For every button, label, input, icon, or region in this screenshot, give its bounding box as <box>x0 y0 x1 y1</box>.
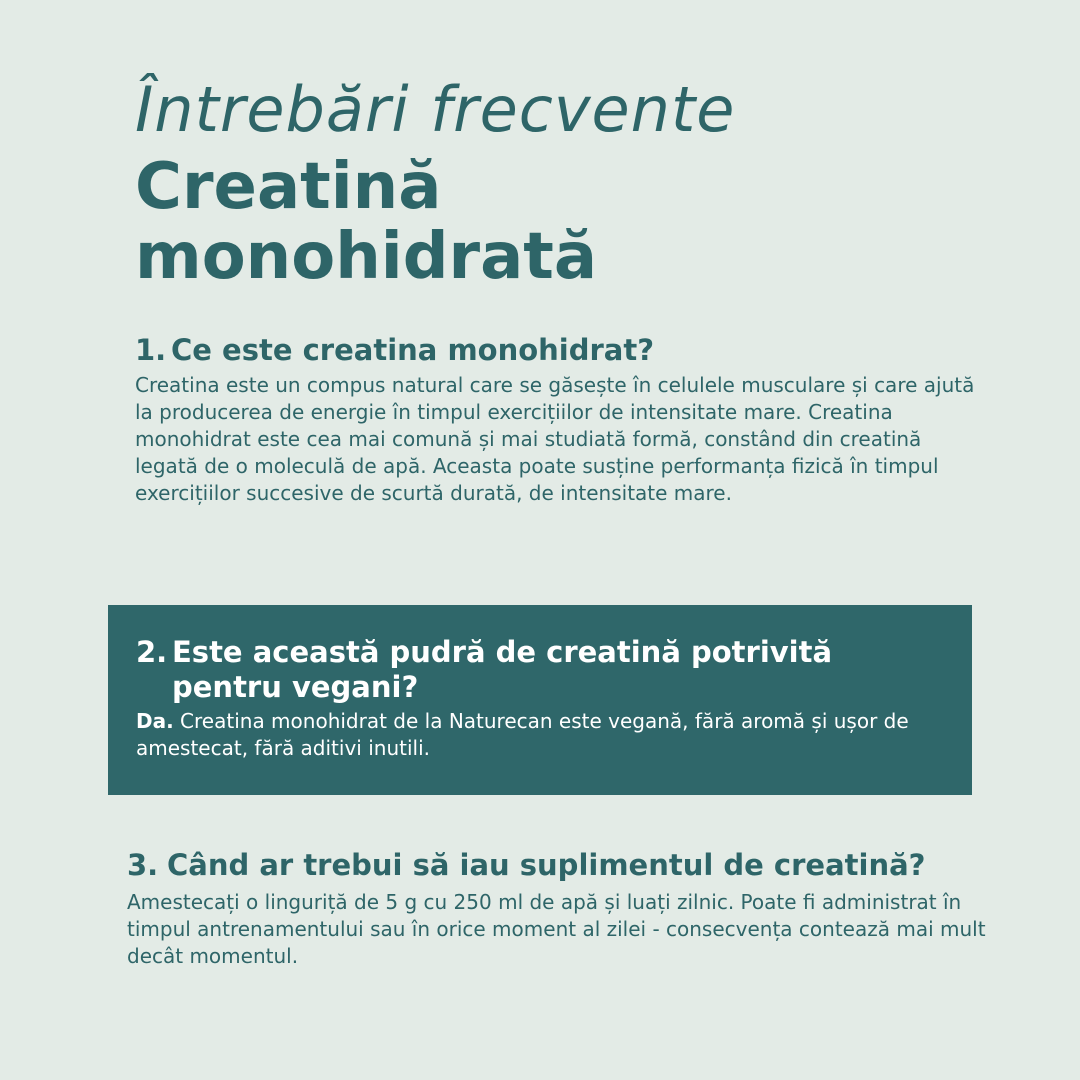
faq-number: 3. <box>127 848 159 882</box>
faq-number: 1. <box>135 333 167 367</box>
faq-question-text: Este această pudră de creatină potrivită pentru vegani? <box>172 635 833 704</box>
faq-question-text: Când ar trebui să iau suplimentul de creatină? <box>167 848 926 882</box>
faq-answer-text: Creatina monohidrat de la Naturecan este vegană, fără aromă și ușor de amestecat, fără aditivi inutili. <box>136 709 909 760</box>
faq-item-1 <box>135 333 985 507</box>
page-header <box>135 68 1035 292</box>
faq-answer-lead: Da. <box>136 709 174 733</box>
faq-question-text: Ce este creatina monohidrat? <box>171 333 655 367</box>
page-title-line-2: monohidrată <box>135 220 598 294</box>
faq-answer <box>136 708 942 762</box>
faq-question <box>136 635 942 705</box>
faq-question <box>135 333 985 368</box>
faq-item-2-highlighted <box>108 605 972 795</box>
faq-number: 2. <box>136 635 168 669</box>
page-title-line-1: Creatină <box>135 150 442 224</box>
faq-answer: Amestecați o linguriță de 5 g cu 250 ml de apă și luați zilnic. Poate fi administrat în timpul antrenamentului sau în orice moment al zilei - consecvența contează mai mult decât momentul. <box>127 890 986 968</box>
faq-question <box>127 848 987 883</box>
faq-answer: Creatina este un compus natural care se găsește în celulele musculare și care ajută la producerea de energie în timpul exercițiilor de intensitate mare. Creatina monohidrat este cea mai comună și mai studiată formă, constând din creatină legată de o moleculă de apă. Aceasta poate susține performanța fizică în timpul exercițiilor succesive de scurtă durată, de intensitate mare. <box>135 373 975 505</box>
faq-item-3 <box>127 848 987 970</box>
page-subtitle: Întrebări frecvente <box>135 73 736 146</box>
